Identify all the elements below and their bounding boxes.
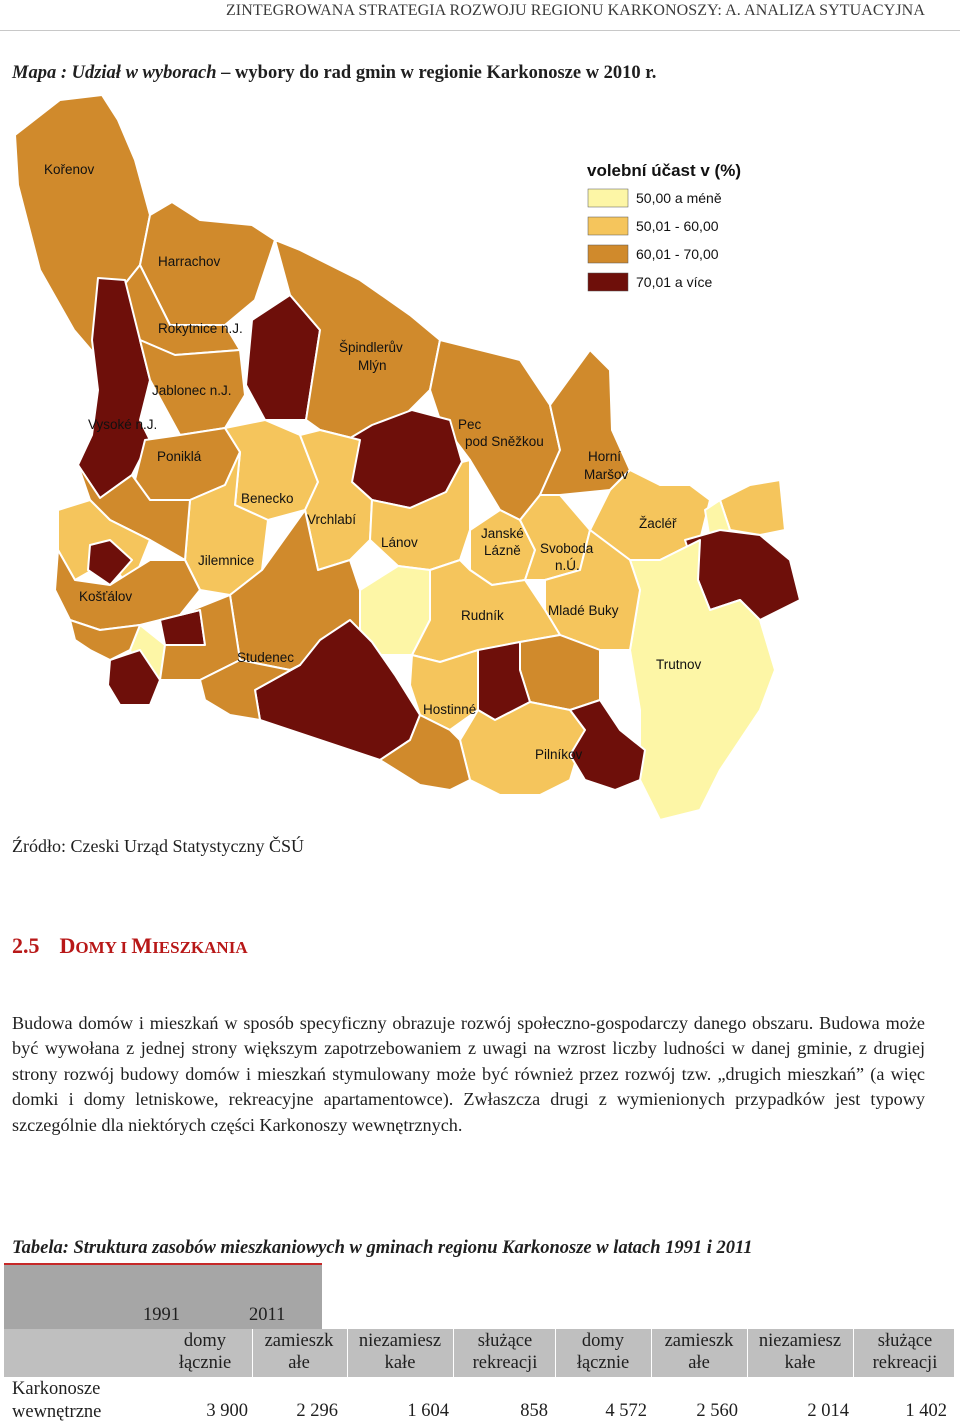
label-trutnov: Trutnov bbox=[656, 657, 702, 672]
section-number: 2.5 bbox=[12, 933, 40, 958]
map-caption-rest: wybory do rad gmin w regionie Karkonosze w 2010 r. bbox=[235, 63, 657, 83]
section-body-text: Budowa domów i mieszkań w sposób specyficzny obrazuje rozwój społeczno-gospodarczy danego obszaru. Budowa może być wywołana z jednej strony większym zapotrzebowaniem z uwagi na wzrost liczby ludności w danej gminie, z drugiej strony rozwój budowy domów i mieszkań stymulowany może być również przez rozwój tzw. „drugich mieszkań” (a więc domki i domy letniskowe, rekreacyjne apartamentowce). Zwłaszcza drugi z wymienionych przypadków jest typowy szczególnie dla niektórych części Karkonoszy wewnętrznych. bbox=[12, 1013, 925, 1135]
col-divider bbox=[651, 1329, 652, 1427]
section-title-part-1: OMY I bbox=[75, 938, 132, 957]
col-label-line1: służące bbox=[477, 1331, 533, 1351]
col-2011-niezamieszkale bbox=[750, 1330, 850, 1374]
label-rudnik: Rudník bbox=[461, 608, 504, 623]
label-janske: Janské bbox=[481, 526, 524, 541]
label-rokytnice: Rokytnice n.J. bbox=[158, 321, 243, 336]
legend-swatch-2 bbox=[588, 217, 628, 235]
header-divider bbox=[0, 30, 960, 31]
label-pod-snezkou: pod Sněžkou bbox=[465, 434, 544, 449]
label-harrachov: Harrachov bbox=[158, 254, 221, 269]
label-marsov: Maršov bbox=[584, 467, 629, 482]
label-mlade-buky: Mladé Buky bbox=[548, 603, 619, 618]
year-1991: 1991 bbox=[143, 1305, 180, 1325]
year-2011: 2011 bbox=[249, 1305, 286, 1325]
col-divider bbox=[853, 1329, 854, 1427]
col-label-line2: kałe bbox=[784, 1353, 816, 1373]
label-studenec: Studenec bbox=[237, 650, 295, 665]
legend-label-4: 70,01 a více bbox=[636, 274, 713, 290]
col-2011-domy bbox=[558, 1330, 648, 1374]
legend-swatch-4 bbox=[588, 273, 628, 291]
label-svoboda: Svoboda bbox=[540, 541, 594, 556]
col-divider bbox=[747, 1329, 748, 1427]
col-divider bbox=[252, 1329, 253, 1427]
col-divider bbox=[453, 1329, 454, 1427]
col-2011-rekreacja bbox=[858, 1330, 952, 1374]
table-cell: 2 560 bbox=[696, 1401, 738, 1421]
col-1991-domy bbox=[160, 1330, 250, 1374]
label-vysoke: Vysoké n.J. bbox=[88, 417, 158, 432]
table-cell: 1 402 bbox=[905, 1401, 947, 1421]
col-label-line2: rekreacji bbox=[472, 1353, 538, 1373]
col-label-line2: kałe bbox=[384, 1353, 416, 1373]
map-caption-prefix: Mapa : Udział w wyborach bbox=[12, 63, 217, 83]
legend-swatch-3 bbox=[588, 245, 628, 263]
col-label-line1: domy bbox=[581, 1331, 625, 1351]
region-middle-south bbox=[520, 635, 600, 710]
table-cell: 4 572 bbox=[605, 1401, 647, 1421]
col-1991-rekreacja bbox=[458, 1330, 552, 1374]
table-cell: 858 bbox=[520, 1401, 548, 1421]
row-label-line2: wewnętrzne bbox=[12, 1402, 102, 1422]
label-zacler: Žacléř bbox=[639, 516, 677, 531]
legend-label-2: 50,01 - 60,00 bbox=[636, 218, 719, 234]
running-header: ZINTEGROWANA STRATEGIA ROZWOJU REGIONU KARKONOSZY: A. ANALIZA SYTUACYJNA bbox=[225, 2, 925, 19]
row-label-line1: Karkonosze bbox=[12, 1379, 101, 1399]
table-row-label bbox=[12, 1378, 101, 1424]
col-label-line2: ałe bbox=[688, 1353, 710, 1373]
table-cell: 3 900 bbox=[206, 1401, 248, 1421]
legend bbox=[588, 189, 722, 291]
col-label-line2: łącznie bbox=[576, 1353, 630, 1373]
label-nu: n.Ú. bbox=[555, 558, 580, 573]
legend-label-3: 60,01 - 70,00 bbox=[636, 246, 719, 262]
col-divider bbox=[347, 1329, 348, 1427]
label-spindleruv: Špindlerův bbox=[339, 340, 403, 355]
col-1991-zamieszkale bbox=[254, 1330, 344, 1374]
table-cell: 2 296 bbox=[296, 1401, 338, 1421]
col-label-line1: służące bbox=[877, 1331, 933, 1351]
map-source: Źródło: Czeski Urząd Statystyczny ČSÚ bbox=[12, 836, 304, 856]
section-title-initial-2: M bbox=[131, 933, 153, 958]
label-pec: Pec bbox=[458, 417, 482, 432]
region-pilnikov-dark bbox=[570, 700, 645, 790]
legend-swatch-1 bbox=[588, 189, 628, 207]
label-jablonec: Jablonec n.J. bbox=[152, 383, 232, 398]
section-title-part-2: IESZKANIA bbox=[152, 938, 248, 957]
legend-label-1: 50,00 a méně bbox=[636, 190, 722, 206]
map-caption-dash: – bbox=[216, 63, 236, 83]
label-kostalov: Košťálov bbox=[79, 589, 133, 604]
col-label-line1: zamieszk bbox=[664, 1331, 734, 1351]
table-cell: 1 604 bbox=[407, 1401, 449, 1421]
section-heading bbox=[12, 933, 248, 959]
label-korenov: Kořenov bbox=[44, 162, 95, 177]
label-lanov: Lánov bbox=[381, 535, 418, 550]
col-label-line2: łącznie bbox=[178, 1353, 232, 1373]
label-ponikla: Poniklá bbox=[157, 449, 202, 464]
turnout-map bbox=[0, 90, 960, 830]
label-hostinne: Hostinné bbox=[423, 702, 477, 717]
label-pilnikov: Pilníkov bbox=[535, 747, 583, 762]
label-mlyn: Mlýn bbox=[358, 358, 387, 373]
table-caption: Tabela: Struktura zasobów mieszkaniowych w gminach regionu Karkonosze w latach 1991 i 2011 bbox=[12, 1238, 753, 1258]
col-label-line1: zamieszk bbox=[264, 1331, 334, 1351]
label-benecko: Benecko bbox=[241, 491, 294, 506]
map-caption bbox=[12, 63, 656, 84]
col-2011-zamieszkale bbox=[654, 1330, 744, 1374]
col-label-line1: domy bbox=[183, 1331, 227, 1351]
label-lazne: Lázně bbox=[484, 543, 521, 558]
legend-title: volební účast v (%) bbox=[587, 161, 741, 180]
col-1991-niezamieszkale bbox=[350, 1330, 450, 1374]
col-label-line1: niezamiesz bbox=[758, 1331, 842, 1351]
col-divider bbox=[555, 1329, 556, 1427]
label-vrchlabi: Vrchlabí bbox=[307, 512, 357, 527]
label-jilemnice: Jilemnice bbox=[198, 553, 255, 568]
col-label-line2: rekreacji bbox=[872, 1353, 938, 1373]
table-cell: 2 014 bbox=[807, 1401, 849, 1421]
col-label-line2: ałe bbox=[288, 1353, 310, 1373]
col-label-line1: niezamiesz bbox=[358, 1331, 442, 1351]
section-title-initial: D bbox=[59, 933, 76, 958]
label-horni: Horní bbox=[588, 449, 622, 464]
